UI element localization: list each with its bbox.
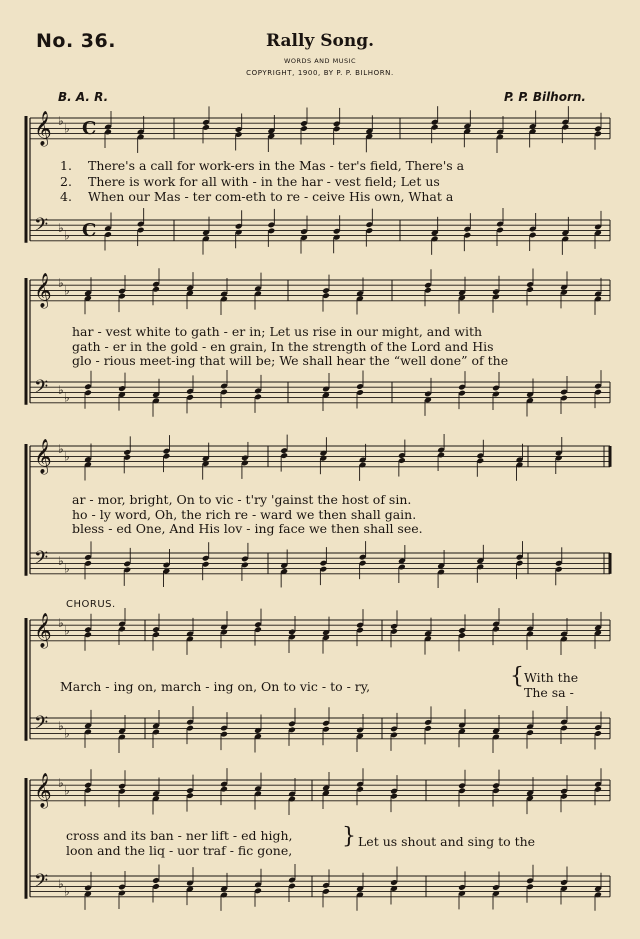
lyric-line-verse1: 1. There's a call for work-ers in the Mas - ter's field, There's a (60, 158, 465, 173)
lyric-line: loon and the liq - uor traf - fic gone, (66, 843, 293, 858)
lyric-brace: { (510, 664, 524, 689)
composer-credit: P. P. Bilhorn. (503, 90, 586, 104)
flat-icon: ♭ (58, 221, 64, 235)
flat-icon: ♭ (58, 877, 64, 891)
lyric-line: ho - ly word, Oh, the rich re - ward we then shall gain. (72, 507, 417, 522)
treble-clef-icon: 𝄞 (34, 111, 52, 146)
flat-icon: ♭ (64, 283, 70, 298)
arranger-credit: B. A. R. (58, 90, 109, 104)
lyric-line: Let us shout and sing to the (358, 834, 536, 849)
flat-icon: ♭ (58, 554, 64, 568)
treble-clef-icon: 𝄞 (34, 273, 52, 308)
time-signature: C (82, 220, 97, 241)
flat-icon: ♭ (58, 114, 64, 128)
flat-icon: ♭ (64, 726, 70, 741)
lyric-brace: } (342, 824, 356, 849)
lyric-line-verse2: 2. There is work for all with - in the har - vest field; Let us (60, 174, 440, 189)
bass-clef-icon: 𝄢 (34, 713, 49, 738)
copyright-notice: COPYRIGHT, 1900, BY P. P. BILHORN. (246, 69, 394, 77)
lyric-line: With the (524, 670, 579, 685)
flat-icon: ♭ (64, 449, 70, 464)
flat-icon: ♭ (58, 719, 64, 733)
lyric-line: The sa - (524, 685, 574, 700)
words-and-music-credit: WORDS AND MUSIC (283, 57, 357, 65)
flat-icon: ♭ (58, 383, 64, 397)
chorus-label: CHORUS. (66, 599, 116, 610)
flat-icon: ♭ (64, 121, 70, 136)
lyric-line: har - vest white to gath - er in; Let us rise in our might, and with (72, 324, 483, 339)
flat-icon: ♭ (58, 776, 64, 790)
bass-clef-icon: 𝄢 (34, 215, 49, 240)
flat-icon: ♭ (58, 442, 64, 456)
flat-icon: ♭ (64, 390, 70, 405)
flat-icon: ♭ (64, 228, 70, 243)
flat-icon: ♭ (64, 783, 70, 798)
flat-icon: ♭ (64, 884, 70, 899)
lyric-line: glo - rious meet-ing that will be; We shall hear the “well done” of the (72, 353, 509, 368)
bass-clef-icon: 𝄢 (34, 871, 49, 896)
lyric-line-verse4: 4. When our Mas - ter com-eth to re - ceive His own, What a (60, 189, 454, 204)
lyric-line: gath - er in the gold - en grain, In the strength of the Lord and His (72, 339, 494, 354)
treble-clef-icon: 𝄞 (34, 773, 52, 808)
flat-icon: ♭ (58, 276, 64, 290)
lyric-line: cross and its ban - ner lift - ed high, (66, 828, 293, 843)
bass-clef-icon: 𝄢 (34, 377, 49, 402)
bass-clef-icon: 𝄢 (34, 548, 49, 573)
time-signature: C (82, 118, 97, 139)
treble-clef-icon: 𝄞 (34, 439, 52, 474)
flat-icon: ♭ (58, 616, 64, 630)
lyric-line: bless - ed One, And His lov - ing face we then shall see. (72, 521, 423, 536)
lyric-line: ar - mor, bright, On to vic - t'ry 'gainst the host of sin. (72, 492, 412, 507)
treble-clef-icon: 𝄞 (34, 613, 52, 648)
lyric-line: March - ing on, march - ing on, On to vic - to - ry, (60, 679, 371, 694)
flat-icon: ♭ (64, 561, 70, 576)
flat-icon: ♭ (64, 623, 70, 638)
hymn-title: Rally Song. (265, 31, 375, 51)
hymn-number: No. 36. (36, 30, 116, 52)
